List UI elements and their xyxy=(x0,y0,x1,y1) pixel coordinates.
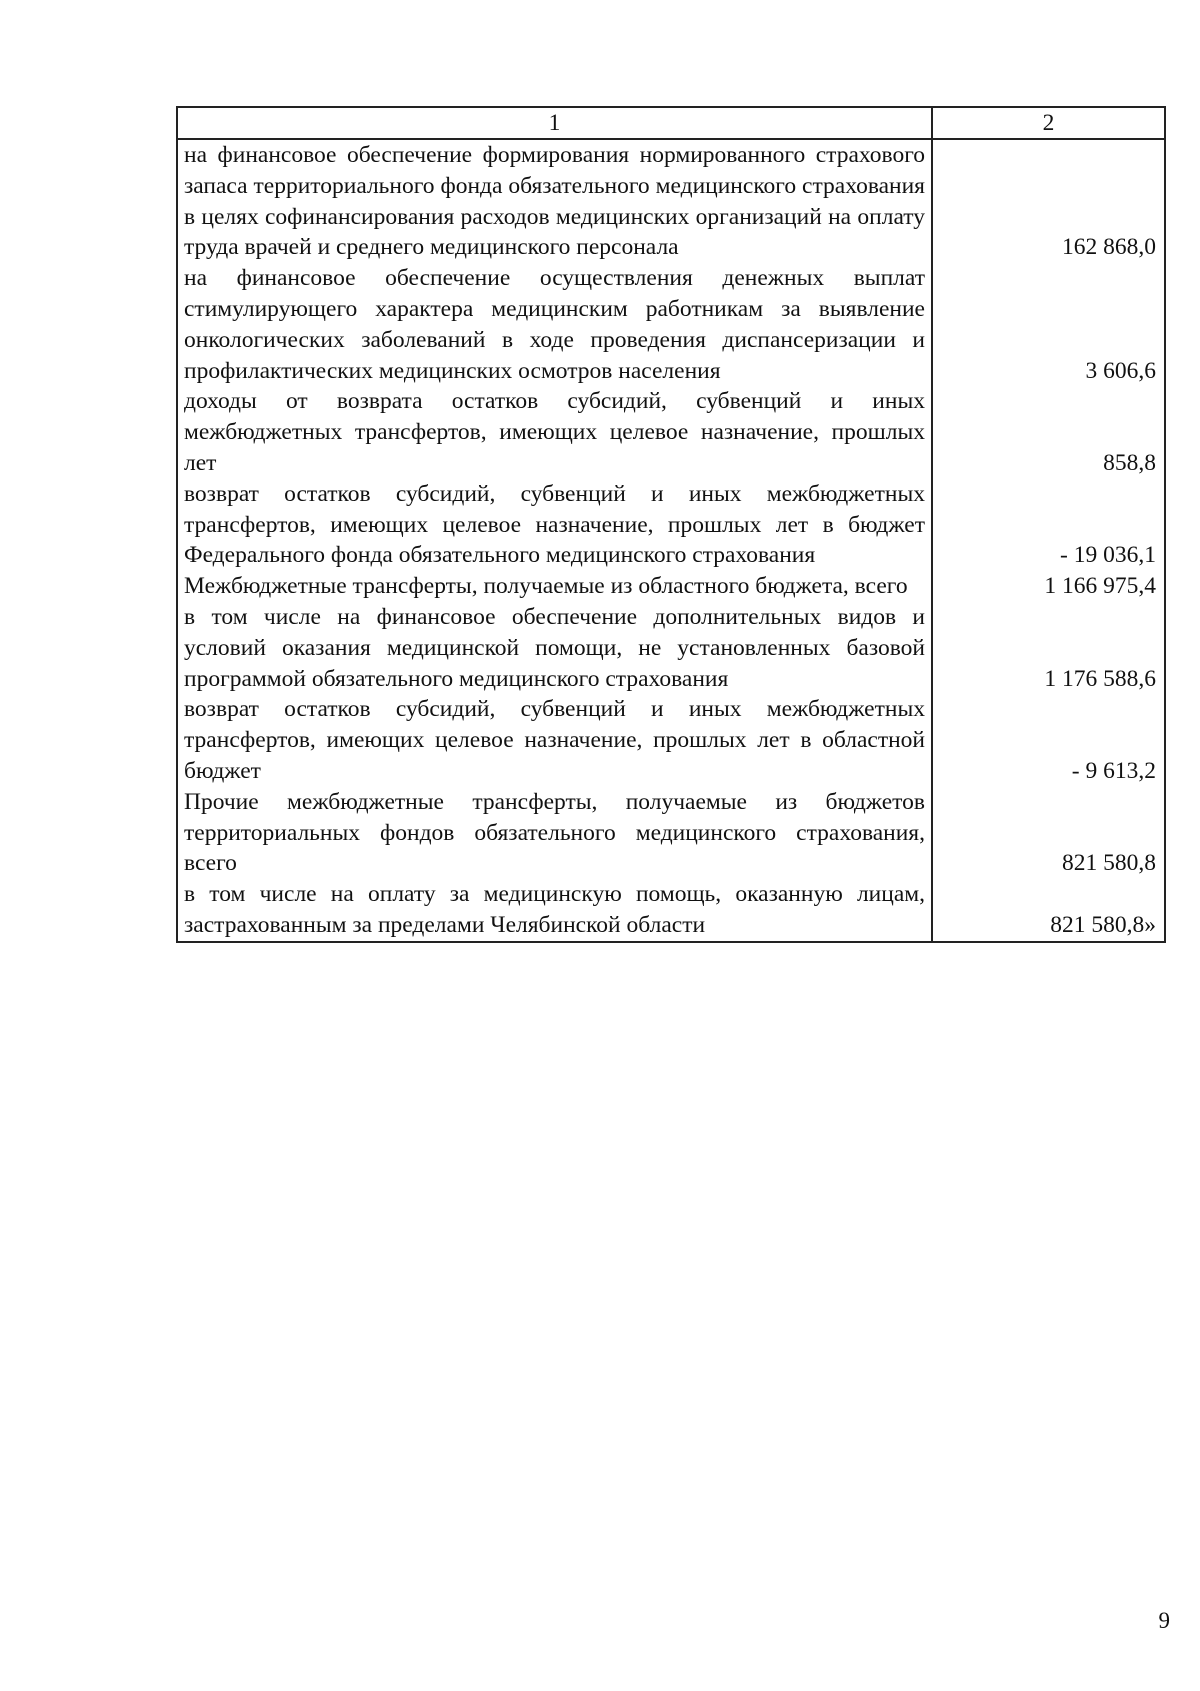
table-row xyxy=(177,787,1165,879)
column-header-1: 1 xyxy=(177,107,932,139)
budget-table xyxy=(176,106,1166,943)
table-row xyxy=(177,879,1165,942)
table-row xyxy=(177,694,1165,786)
row-description: возврат остатков субсидий, субвенций и иных межбюджетных трансфертов, имеющих целевое назначение, прошлых лет в бюджет Федерального фонда обязательного медицинского страхования xyxy=(177,479,932,571)
table-row xyxy=(177,386,1165,478)
page-number: 9 xyxy=(1158,1608,1170,1633)
table-row xyxy=(177,602,1165,694)
table-row xyxy=(177,479,1165,571)
row-amount: 1 166 975,4 xyxy=(932,571,1165,602)
row-amount: - 9 613,2 xyxy=(932,694,1165,786)
table-row xyxy=(177,139,1165,263)
row-amount: 3 606,6 xyxy=(932,263,1165,386)
table-header-row xyxy=(177,107,1165,139)
row-description: в том числе на финансовое обеспечение дополнительных видов и условий оказания медицинской помощи, не установленных базовой программой обязательного медицинского страхования xyxy=(177,602,932,694)
row-description: на финансовое обеспечение формирования нормированного страхового запаса территориального фонда обязательного медицинского страхования в целях софинансирования расходов медицинских организаций на оплату труда врачей и среднего медицинского персонала xyxy=(177,139,932,263)
row-amount: 1 176 588,6 xyxy=(932,602,1165,694)
row-amount: 858,8 xyxy=(932,386,1165,478)
row-description: на финансовое обеспечение осуществления денежных выплат стимулирующего характера медицинским работникам за выявление онкологических заболеваний в ходе проведения диспансеризации и профилактических медицинских осмотров населения xyxy=(177,263,932,386)
row-description: доходы от возврата остатков субсидий, субвенций и иных межбюджетных трансфертов, имеющих целевое назначение, прошлых лет xyxy=(177,386,932,478)
column-header-2: 2 xyxy=(932,107,1165,139)
row-description: в том числе на оплату за медицинскую помощь, оказанную лицам, застрахованным за пределами Челябинской области xyxy=(177,879,932,942)
table-row xyxy=(177,263,1165,386)
row-amount: 162 868,0 xyxy=(932,139,1165,263)
row-description: возврат остатков субсидий, субвенций и иных межбюджетных трансфертов, имеющих целевое назначение, прошлых лет в областной бюджет xyxy=(177,694,932,786)
table-row xyxy=(177,571,1165,602)
row-description: Межбюджетные трансферты, получаемые из областного бюджета, всего xyxy=(177,571,932,602)
row-amount: - 19 036,1 xyxy=(932,479,1165,571)
row-description: Прочие межбюджетные трансферты, получаемые из бюджетов территориальных фондов обязательного медицинского страхования, всего xyxy=(177,787,932,879)
row-amount: 821 580,8 xyxy=(932,787,1165,879)
row-amount: 821 580,8» xyxy=(932,879,1165,942)
